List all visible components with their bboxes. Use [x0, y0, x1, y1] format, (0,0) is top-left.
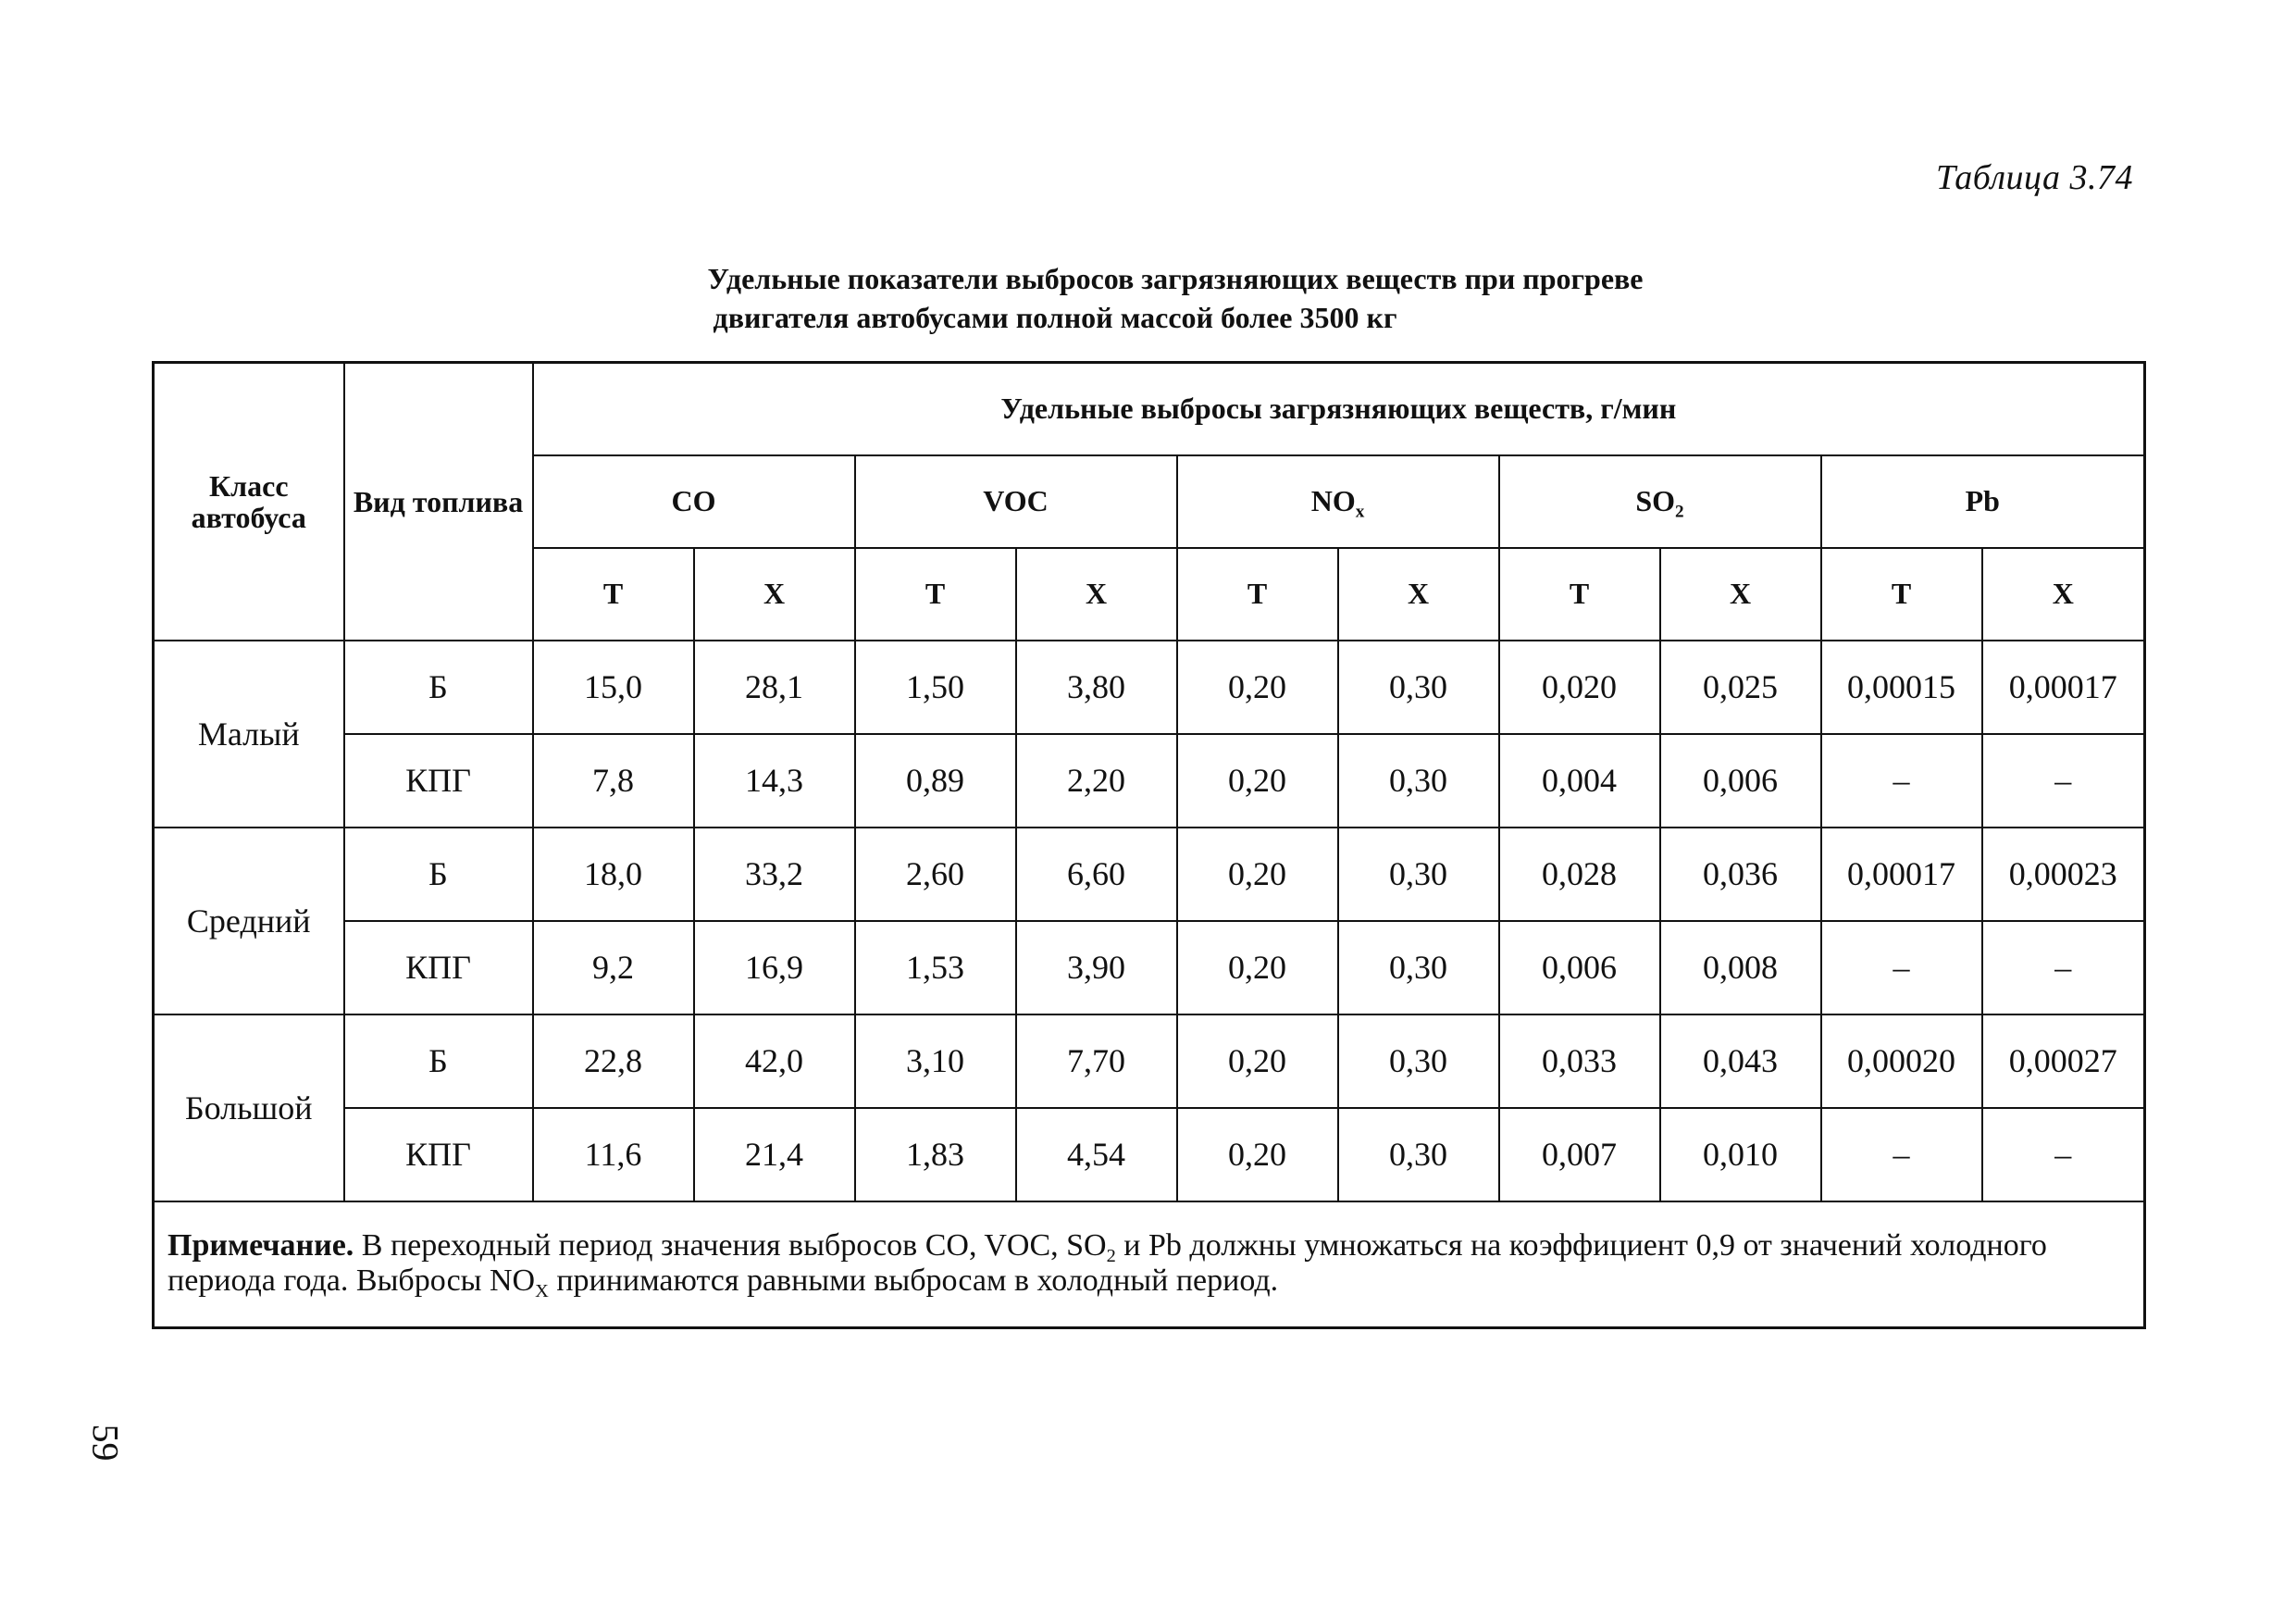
emission-value-cell: 0,025	[1660, 641, 1821, 734]
fuel-type-cell: КПГ	[344, 921, 533, 1014]
header-period-cold: Х	[1660, 548, 1821, 641]
bus-class-cell: Большой	[154, 1014, 344, 1201]
note-text-part-2: и Pb должны умножаться на коэффициент 0,9 от значений холодного периода года. Выбросы NO	[168, 1227, 2047, 1298]
note-text-part-3: принимаются равными выбросам в холодный период.	[548, 1263, 1279, 1298]
emission-value-cell: –	[1821, 1108, 1982, 1201]
header-emissions-group: Удельные выбросы загрязняющих веществ, г/мин	[533, 363, 2145, 455]
emission-value-cell: –	[1821, 734, 1982, 828]
fuel-type-cell: Б	[344, 828, 533, 921]
emission-value-cell: 3,80	[1016, 641, 1177, 734]
emission-value-cell: 21,4	[694, 1108, 855, 1201]
header-pollutant	[1177, 455, 1499, 548]
emission-value-cell: 0,30	[1338, 1014, 1499, 1108]
table-row	[154, 1108, 2145, 1201]
header-period-warm: Т	[1499, 548, 1660, 641]
header-period-warm: Т	[1177, 548, 1338, 641]
emission-value-cell: 1,50	[855, 641, 1016, 734]
header-fuel-type: Вид топлива	[344, 363, 533, 641]
table-row	[154, 921, 2145, 1014]
emission-value-cell: –	[1982, 734, 2145, 828]
note-subscript-2: X	[535, 1280, 549, 1301]
emission-value-cell: 0,00017	[1982, 641, 2145, 734]
emission-value-cell: 0,036	[1660, 828, 1821, 921]
emission-value-cell: 0,020	[1499, 641, 1660, 734]
emissions-table	[152, 361, 2146, 1329]
fuel-type-cell: Б	[344, 641, 533, 734]
emission-value-cell: –	[1821, 921, 1982, 1014]
pollutant-name: Pb	[1965, 484, 2000, 517]
emission-value-cell: 0,043	[1660, 1014, 1821, 1108]
emission-value-cell: 33,2	[694, 828, 855, 921]
emission-value-cell: 2,60	[855, 828, 1016, 921]
emission-value-cell: 0,30	[1338, 1108, 1499, 1201]
emission-value-cell: 0,89	[855, 734, 1016, 828]
emission-value-cell: 0,20	[1177, 734, 1338, 828]
emission-value-cell: 0,00015	[1821, 641, 1982, 734]
emission-value-cell: 42,0	[694, 1014, 855, 1108]
emission-value-cell: 0,008	[1660, 921, 1821, 1014]
header-pollutant	[1821, 455, 2145, 548]
pollutant-name: CO	[671, 484, 716, 517]
note-subscript-1: 2	[1106, 1245, 1116, 1266]
header-period-warm: Т	[855, 548, 1016, 641]
note-text-part-1: В переходный период значения выбросов CO, VOC, SO	[354, 1227, 1107, 1263]
emission-value-cell: 1,83	[855, 1108, 1016, 1201]
emission-value-cell: 3,10	[855, 1014, 1016, 1108]
table-row	[154, 828, 2145, 921]
bus-class-cell: Малый	[154, 641, 344, 828]
emission-value-cell: 0,006	[1499, 921, 1660, 1014]
header-period-cold: Х	[1982, 548, 2145, 641]
header-pollutant	[1499, 455, 1821, 548]
emission-value-cell: 0,00023	[1982, 828, 2145, 921]
emission-value-cell: 14,3	[694, 734, 855, 828]
header-period-cold: Х	[1338, 548, 1499, 641]
emission-value-cell: 3,90	[1016, 921, 1177, 1014]
pollutant-subscript: 2	[1675, 502, 1684, 522]
table-note	[154, 1201, 2145, 1328]
table-title-line-1: Удельные показатели выбросов загрязняющих веществ при прогреве	[707, 262, 1644, 295]
page-number: 59	[84, 1424, 127, 1462]
pollutant-subscript: x	[1355, 502, 1365, 522]
header-period-warm: Т	[533, 548, 694, 641]
header-bus-class: Класс автобуса	[154, 363, 344, 641]
emission-value-cell: 0,20	[1177, 921, 1338, 1014]
emission-value-cell: 28,1	[694, 641, 855, 734]
emission-value-cell: 6,60	[1016, 828, 1177, 921]
emission-value-cell: 15,0	[533, 641, 694, 734]
table-row	[154, 734, 2145, 828]
header-pollutant	[533, 455, 855, 548]
emission-value-cell: 11,6	[533, 1108, 694, 1201]
table-number-label: Таблица 3.74	[1936, 158, 2133, 197]
emission-value-cell: 0,033	[1499, 1014, 1660, 1108]
emission-value-cell: 0,004	[1499, 734, 1660, 828]
header-period-warm: Т	[1821, 548, 1982, 641]
emission-value-cell: 0,20	[1177, 1108, 1338, 1201]
emission-value-cell: 0,30	[1338, 828, 1499, 921]
header-period-cold: Х	[1016, 548, 1177, 641]
emission-value-cell: 0,028	[1499, 828, 1660, 921]
note-label: Примечание.	[168, 1227, 354, 1263]
table-title-line-2: двигателя автобусами полной массой более 3500 кг	[713, 301, 1397, 334]
emission-value-cell: 0,20	[1177, 1014, 1338, 1108]
emission-value-cell: 18,0	[533, 828, 694, 921]
emission-value-cell: 0,30	[1338, 734, 1499, 828]
emission-value-cell: 7,8	[533, 734, 694, 828]
emission-value-cell: 2,20	[1016, 734, 1177, 828]
emission-value-cell: –	[1982, 921, 2145, 1014]
emission-value-cell: 0,00027	[1982, 1014, 2145, 1108]
emission-value-cell: 7,70	[1016, 1014, 1177, 1108]
header-period-cold: Х	[694, 548, 855, 641]
fuel-type-cell: КПГ	[344, 1108, 533, 1201]
emission-value-cell: 9,2	[533, 921, 694, 1014]
table-row	[154, 641, 2145, 734]
table-title	[574, 259, 1777, 337]
table-row	[154, 1014, 2145, 1108]
fuel-type-cell: Б	[344, 1014, 533, 1108]
emission-value-cell: 0,010	[1660, 1108, 1821, 1201]
bus-class-cell: Средний	[154, 828, 344, 1014]
header-pollutant	[855, 455, 1177, 548]
emission-value-cell: 0,20	[1177, 828, 1338, 921]
emission-value-cell: –	[1982, 1108, 2145, 1201]
emission-value-cell: 0,30	[1338, 641, 1499, 734]
pollutant-name: SO	[1635, 484, 1676, 517]
emission-value-cell: 22,8	[533, 1014, 694, 1108]
fuel-type-cell: КПГ	[344, 734, 533, 828]
emission-value-cell: 0,00017	[1821, 828, 1982, 921]
pollutant-name: VOC	[983, 484, 1049, 517]
emission-value-cell: 0,20	[1177, 641, 1338, 734]
emission-value-cell: 4,54	[1016, 1108, 1177, 1201]
pollutant-name: NO	[1310, 484, 1356, 517]
emission-value-cell: 16,9	[694, 921, 855, 1014]
emission-value-cell: 0,007	[1499, 1108, 1660, 1201]
emission-value-cell: 1,53	[855, 921, 1016, 1014]
emission-value-cell: 0,006	[1660, 734, 1821, 828]
emission-value-cell: 0,00020	[1821, 1014, 1982, 1108]
emission-value-cell: 0,30	[1338, 921, 1499, 1014]
